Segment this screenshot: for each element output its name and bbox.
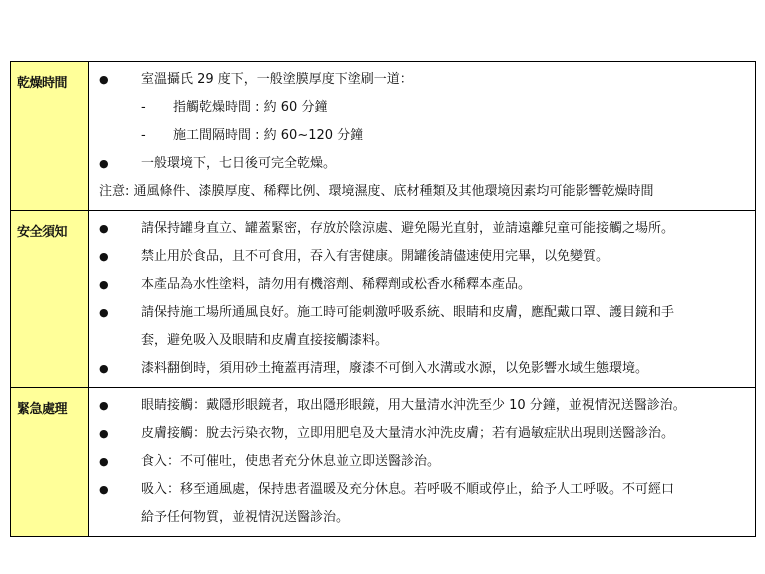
list-item: ● 食入：不可催吐，使患者充分休息並立即送醫診治。 — [89, 448, 755, 476]
section-heading: 緊急處理 — [11, 388, 89, 537]
drying-note: 注意: 通風條件、漆膜厚度、稀釋比例、環境濕度、底材種類及其他環境因素均可能影響乾燥時間 — [99, 184, 654, 199]
list-item: ● 請保持施工場所通風良好。施工時可能刺激呼吸系統、眼睛和皮膚，應配戴口罩、護目鏡和手 套，避免吸入及眼睛和皮膚直接接觸漆料。 — [89, 299, 755, 355]
dash-icon: - — [141, 100, 146, 115]
section-heading: 安全須知 — [11, 211, 89, 388]
list-item: ● 皮膚接觸：脫去污染衣物，立即用肥皂及大量清水沖洗皮膚；若有過敏症狀出現則送醫診治。 — [89, 420, 755, 448]
list-item: ● 室溫攝氏 29 度下，一般塗膜厚度下塗刷一道： — [89, 66, 755, 94]
bullet-icon: ● — [99, 483, 109, 496]
section-drying — [11, 62, 756, 211]
section-heading: 乾燥時間 — [11, 62, 89, 211]
bullet-icon: ● — [99, 250, 109, 263]
bullet-icon: ● — [99, 362, 109, 375]
list-item: ● 眼睛接觸：戴隱形眼鏡者，取出隱形眼鏡，用大量清水沖洗至少 10 分鐘，並視情況送醫診治。 — [89, 392, 755, 420]
list-item: ● 請保持罐身直立、罐蓋緊密，存放於陰涼處、避免陽光直射，並請遠離兒童可能接觸之場所。 — [89, 215, 755, 243]
list-item: ● 本產品為水性塗料，請勿用有機溶劑、稀釋劑或松香水稀釋本產品。 — [89, 271, 755, 299]
list-item: ● 漆料翻倒時，須用砂土掩蓋再清理，廢漆不可倒入水溝或水源，以免影響水域生態環境。 — [89, 355, 755, 383]
section-safety — [11, 211, 756, 388]
bullet-icon: ● — [99, 157, 109, 170]
bullet-icon: ● — [99, 278, 109, 291]
section-emergency — [11, 388, 756, 537]
list-item: ● 吸入：移至通風處，保持患者溫暖及充分休息。若呼吸不順或停止，給予人工呼吸。不可經口 給予任何物質，並視情況送醫診治。 — [89, 476, 755, 532]
bullet-icon: ● — [99, 73, 109, 86]
info-table — [10, 61, 756, 537]
list-subitem: - 施工間隔時間 : 約 60~120 分鐘 — [89, 122, 755, 150]
bullet-icon: ● — [99, 306, 109, 319]
bullet-icon: ● — [99, 455, 109, 468]
safety-sheet — [10, 61, 756, 537]
dash-icon: - — [141, 128, 146, 143]
list-item: ● 一般環境下，七日後可完全乾燥。 — [89, 150, 755, 178]
bullet-icon: ● — [99, 427, 109, 440]
list-item: ● 禁止用於食品，且不可食用，吞入有害健康。開罐後請儘速使用完畢，以免變質。 — [89, 243, 755, 271]
bullet-icon: ● — [99, 399, 109, 412]
bullet-icon: ● — [99, 222, 109, 235]
list-subitem: - 指觸乾燥時間 : 約 60 分鐘 — [89, 94, 755, 122]
